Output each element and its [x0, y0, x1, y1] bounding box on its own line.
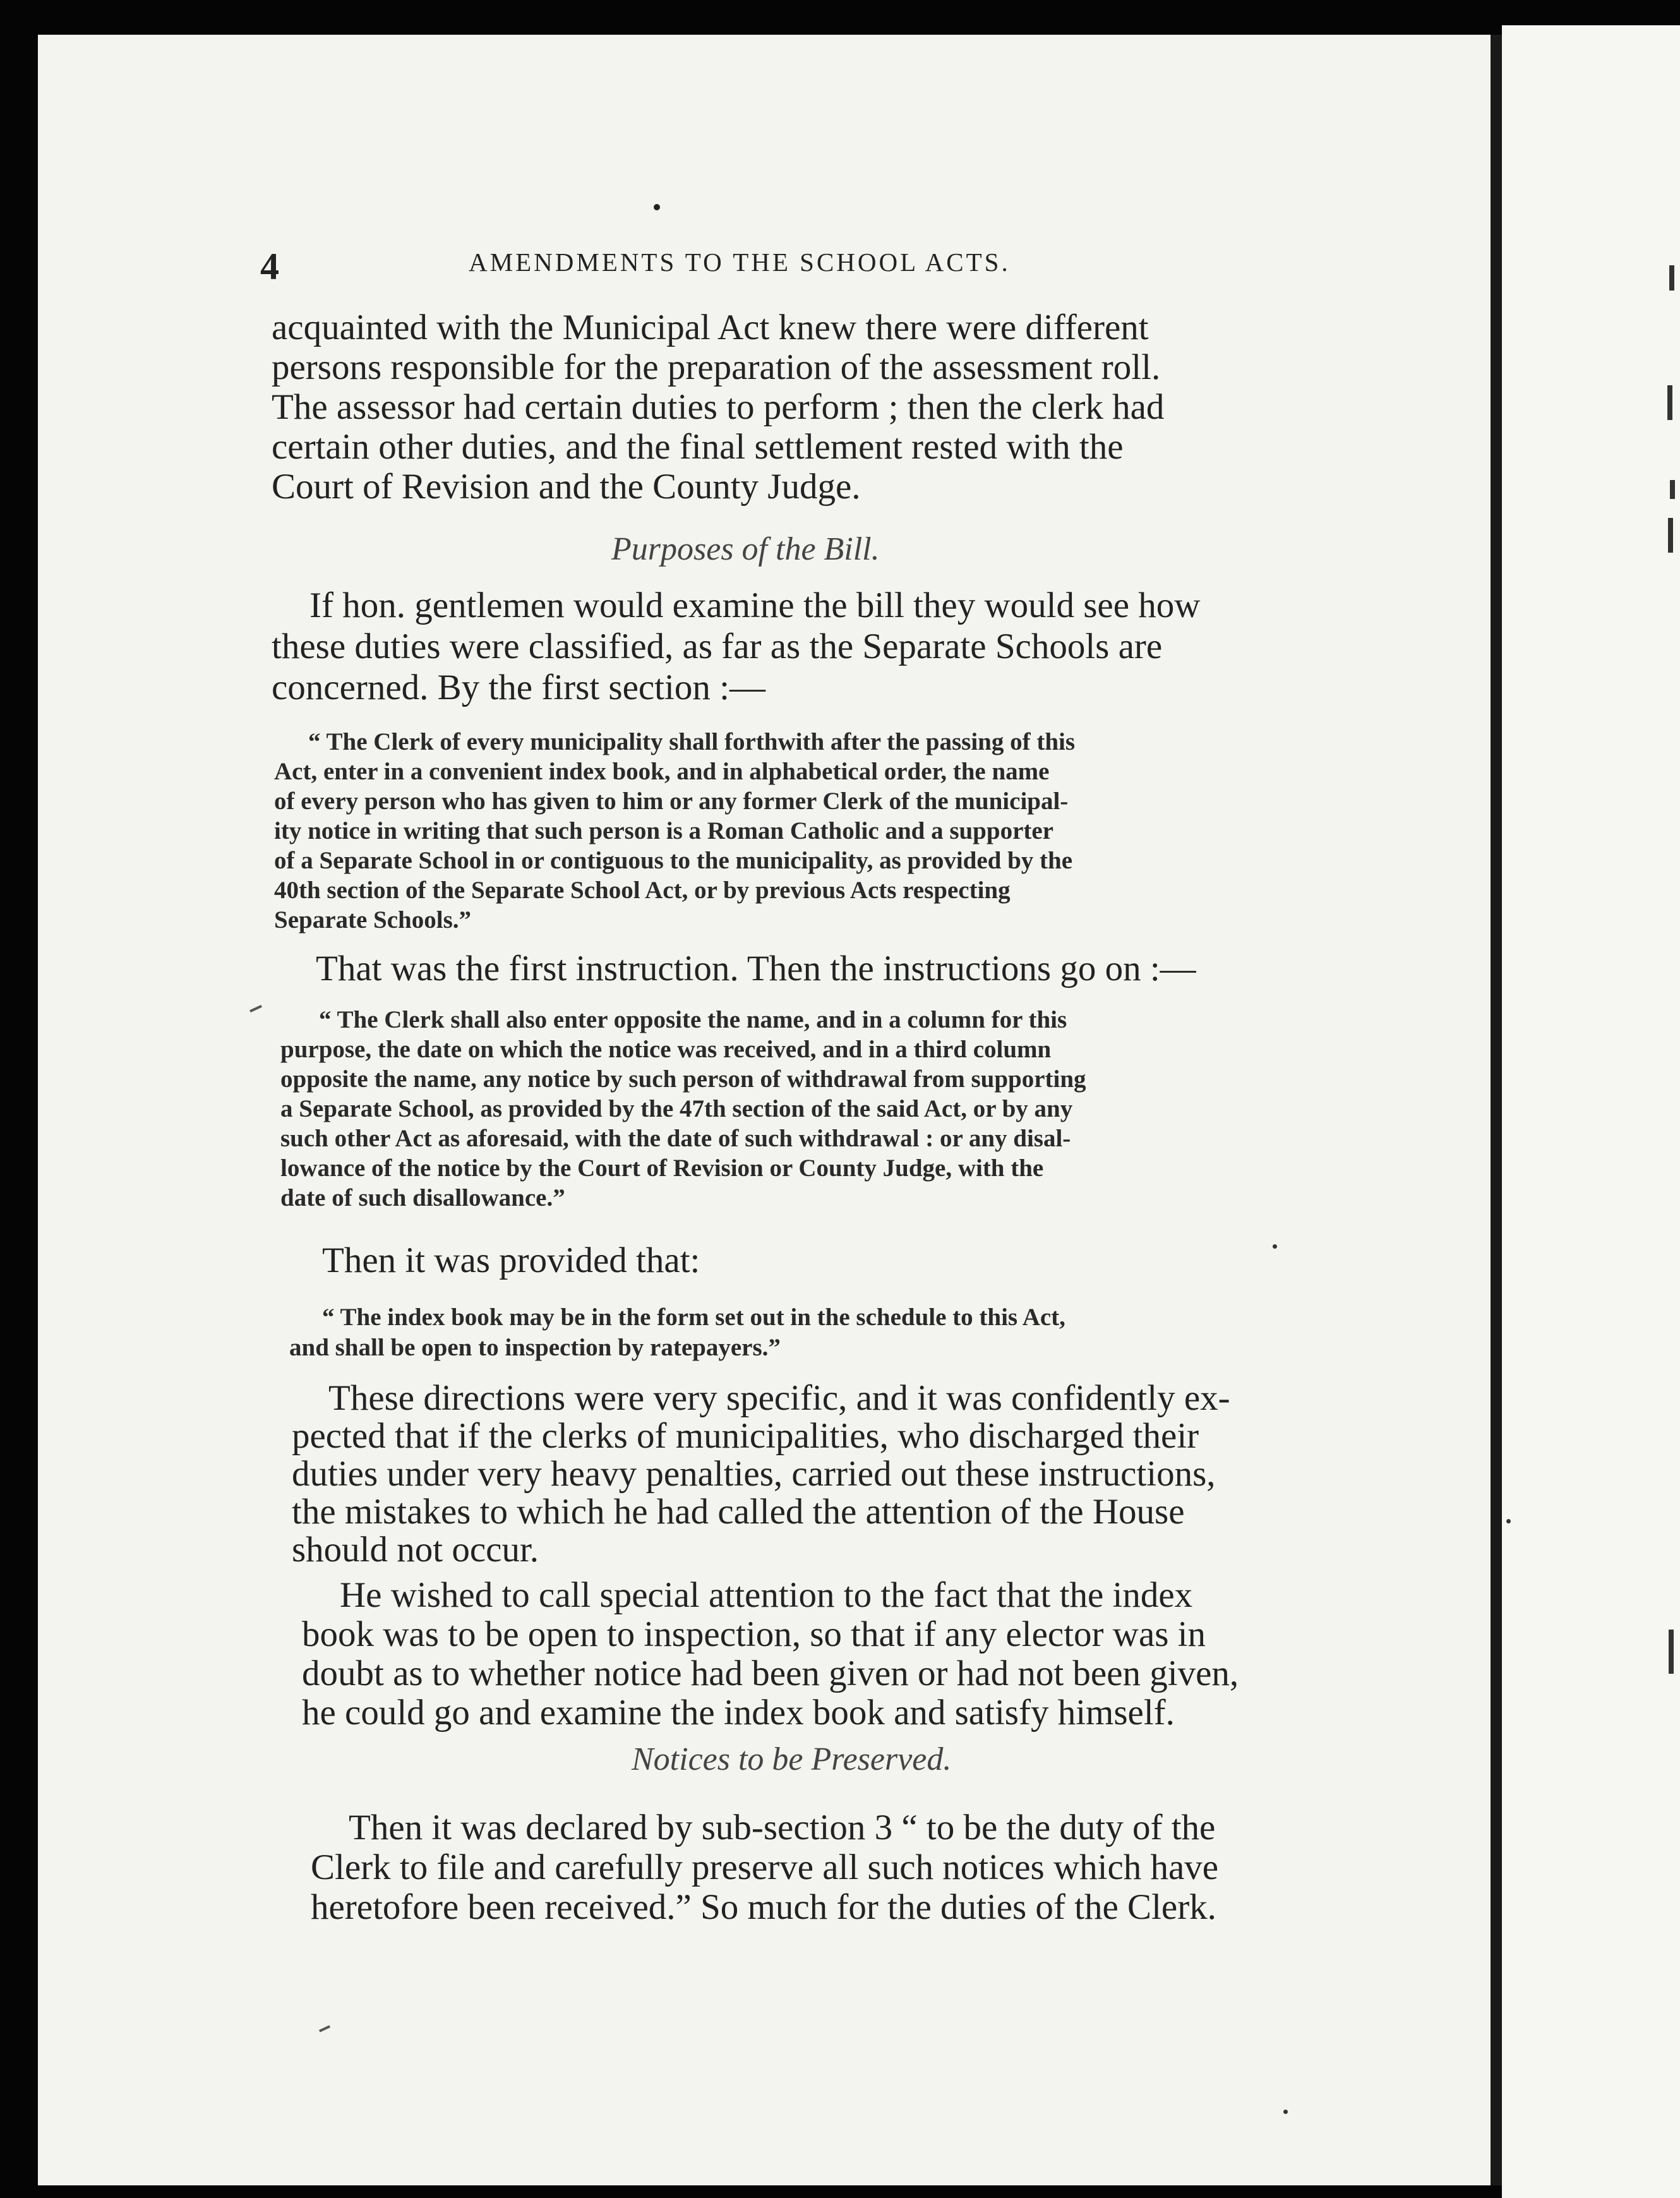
text-line: he could go and examine the index book and satisfy himself. — [302, 1693, 1175, 1733]
quote-line: Separate Schools.” — [274, 906, 471, 934]
text-line: He wished to call special attention to the fact that the index — [340, 1575, 1193, 1615]
quote-line: “ The Clerk shall also enter opposite the name, and in a column for this — [319, 1006, 1067, 1033]
quote-line: 40th section of the Separate School Act, or by previous Acts respecting — [274, 877, 1011, 904]
quote-line: date of such disallowance.” — [280, 1184, 565, 1211]
text-line: The assessor had certain duties to perform ; then the clerk had — [272, 387, 1165, 427]
quote-line: of every person who has given to him or any former Clerk of the municipal- — [274, 788, 1069, 815]
text-line: persons responsible for the preparation of the assessment roll. — [272, 347, 1161, 387]
page-edge-mark — [1668, 518, 1673, 553]
page-edge-mark — [1669, 1630, 1674, 1674]
text-line: These directions were very specific, and it was confidently ex- — [328, 1378, 1230, 1418]
quote-line: opposite the name, any notice by such person of withdrawal from supporting — [280, 1066, 1086, 1093]
text-line: book was to be open to inspection, so that if any elector was in — [302, 1614, 1206, 1654]
text-line: the mistakes to which he had called the attention of the House — [292, 1492, 1185, 1532]
quote-line: such other Act as aforesaid, with the date of such withdrawal : or any disal- — [280, 1125, 1071, 1152]
section-heading: Notices to be Preserved. — [632, 1741, 952, 1777]
text-line: should not occur. — [292, 1530, 539, 1570]
text-line: Then it was declared by sub-section 3 “ to be the duty of the — [349, 1808, 1216, 1847]
quote-line: ity notice in writing that such person is a Roman Catholic and a supporter — [274, 817, 1053, 844]
scan-dot — [1283, 2110, 1288, 2114]
quote-line: purpose, the date on which the notice was received, and in a third column — [280, 1036, 1052, 1063]
quote-line: “ The Clerk of every municipality shall forthwith after the passing of this — [308, 728, 1076, 755]
text-line: acquainted with the Municipal Act knew there were different — [272, 308, 1149, 347]
page-edge-mark — [1669, 265, 1674, 291]
text-line: If hon. gentlemen would examine the bill they would see how — [309, 586, 1201, 625]
text-line: these duties were classified, as far as the Separate Schools are — [272, 627, 1163, 666]
scan-dot — [1506, 1519, 1511, 1523]
page-edge-mark — [1667, 385, 1672, 420]
text-line: That was the first instruction. Then the instructions go on :— — [316, 949, 1196, 988]
page-number: 4 — [260, 246, 279, 287]
text-line: doubt as to whether notice had been given or had not been given, — [302, 1654, 1239, 1693]
quote-line: Act, enter in a convenient index book, and in alphabetical order, the name — [274, 758, 1050, 785]
text-line: heretofore been received.” So much for the duties of the Clerk. — [311, 1887, 1216, 1927]
quote-line: lowance of the notice by the Court of Revision or County Judge, with the — [280, 1155, 1044, 1182]
text-line: pected that if the clerks of municipalities, who discharged their — [292, 1416, 1199, 1456]
scan-dot — [1273, 1244, 1277, 1249]
text-line: certain other duties, and the final settlement rested with the — [272, 427, 1124, 467]
quote-line: and shall be open to inspection by ratepayers.” — [289, 1334, 781, 1361]
text-line: duties under very heavy penalties, carried out these instructions, — [292, 1454, 1216, 1494]
text-line: Clerk to file and carefully preserve all such notices which have — [311, 1847, 1219, 1887]
page-edge-mark — [1670, 480, 1675, 499]
running-head: AMENDMENTS TO THE SCHOOL ACTS. — [469, 248, 1011, 277]
printer-dot — [654, 204, 660, 210]
text-line: Court of Revision and the County Judge. — [272, 467, 861, 507]
quote-line: of a Separate School in or contiguous to the municipality, as provided by the — [274, 847, 1073, 874]
quote-line: “ The index book may be in the form set out in the schedule to this Act, — [322, 1304, 1065, 1331]
adjacent-page-edge — [1502, 25, 1680, 2198]
text-line: Then it was provided that: — [322, 1240, 700, 1280]
quote-line: a Separate School, as provided by the 47th section of the said Act, or by any — [280, 1095, 1073, 1122]
text-line: concerned. By the first section :— — [272, 668, 765, 707]
section-heading: Purposes of the Bill. — [611, 531, 880, 567]
